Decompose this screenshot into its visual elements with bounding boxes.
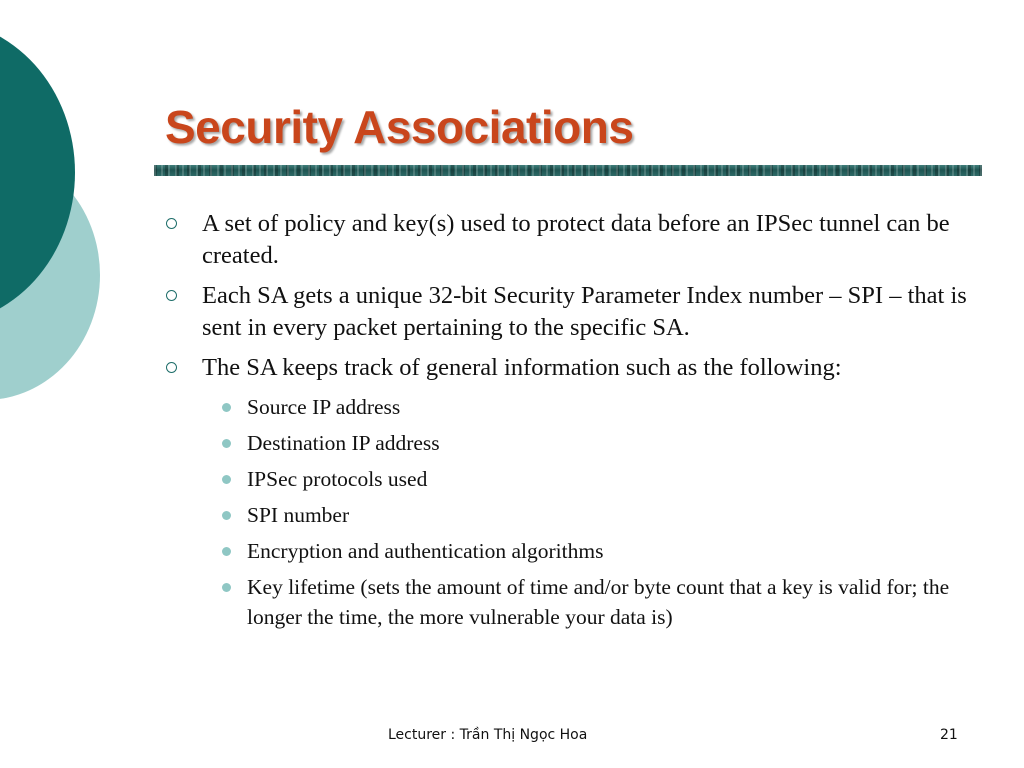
subbullet-text: Destination IP address [247, 431, 440, 455]
footer-lecturer: Lecturer : Trần Thị Ngọc Hoa [388, 727, 588, 743]
bullet-item [160, 352, 970, 632]
hollow-circle-bullet-icon [166, 218, 177, 229]
title-divider [154, 165, 982, 176]
bullet-item [160, 208, 970, 272]
slide-content [160, 208, 970, 640]
filled-dot-bullet-icon [222, 475, 231, 484]
subbullet-text: IPSec protocols used [247, 467, 428, 491]
filled-dot-bullet-icon [222, 583, 231, 592]
filled-dot-bullet-icon [222, 439, 231, 448]
subbullet-list [202, 392, 970, 632]
bullet-text: The SA keeps track of general information such as the following: [202, 354, 842, 381]
slide-title: Security Associations [165, 101, 634, 153]
subbullet-item [202, 428, 970, 458]
subbullet-item [202, 500, 970, 530]
subbullet-item [202, 536, 970, 566]
bullet-text: Each SA gets a unique 32-bit Security Parameter Index number – SPI – that is sent in every packet pertaining to the specific SA. [202, 282, 967, 341]
hollow-circle-bullet-icon [166, 290, 177, 301]
filled-dot-bullet-icon [222, 403, 231, 412]
subbullet-text: Key lifetime (sets the amount of time and/or byte count that a key is valid for; the longer the time, the more vulnerable your data is) [247, 575, 950, 629]
subbullet-item [202, 464, 970, 494]
filled-dot-bullet-icon [222, 511, 231, 520]
hollow-circle-bullet-icon [166, 362, 177, 373]
filled-dot-bullet-icon [222, 547, 231, 556]
page-number: 21 [940, 727, 958, 743]
subbullet-text: Encryption and authentication algorithms [247, 539, 604, 563]
subbullet-text: SPI number [247, 503, 350, 527]
subbullet-item [202, 572, 970, 632]
subbullet-text: Source IP address [247, 395, 401, 419]
bullet-text: A set of policy and key(s) used to protect data before an IPSec tunnel can be created. [202, 210, 950, 269]
bullet-item [160, 280, 970, 344]
bullet-list [160, 208, 970, 632]
subbullet-item [202, 392, 970, 422]
